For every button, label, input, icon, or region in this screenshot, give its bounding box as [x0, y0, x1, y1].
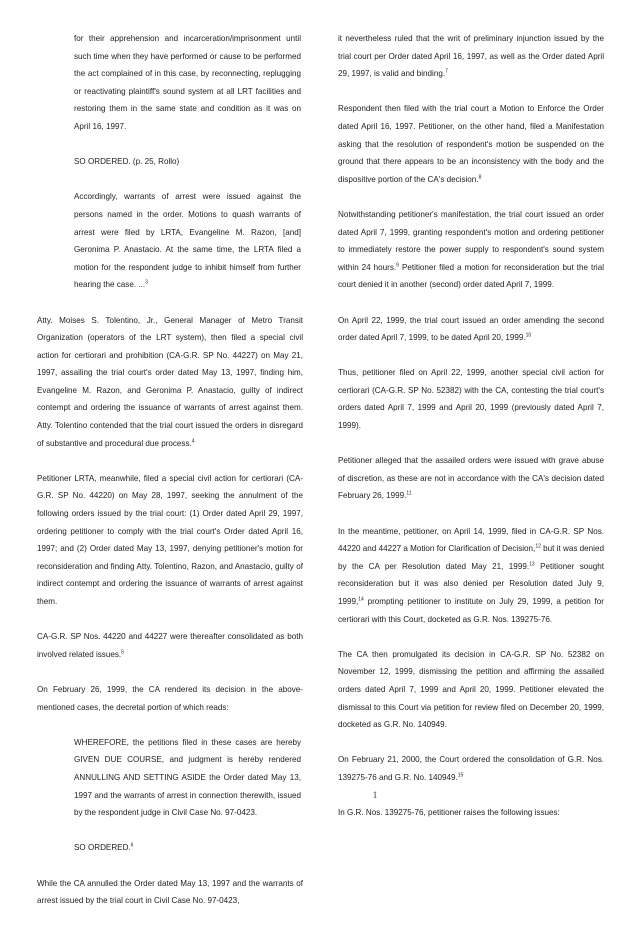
body-paragraph: On April 22, 1999, the trial court issued an order amending the second order dated April 7, 1999, to be dated April 20, 1999.10	[338, 315, 604, 343]
body-paragraph: Petitioner alleged that the assailed orders were issued with grave abuse of discretion, as these are not in accordance with the CA's decision dated February 26, 1999.11	[338, 456, 604, 501]
body-paragraph: In G.R. Nos. 139275-76, petitioner raises the following issues:	[338, 808, 560, 818]
body-paragraph: The CA then promulgated its decision in CA-G.R. SP No. 52382 on November 12, 1999, dismissing the petition and affirming the assailed orders dated April 7, 1999 and April 20, 1999. Petitioner elevated the dismissal to this Court via petition for review filed on December 20, 1999, docketed as G.R. No. 140949.	[338, 649, 604, 730]
body-paragraph: Atty. Moises S. Tolentino, Jr., General Manager of Metro Transit Organization (operators of the LRT system), then filed a special civil action for certiorari and prohibition (CA-G.R. SP No. 44227) on May 21, 1997, assailing the trial court's order dated May 13, 1997, finding him, Evangeline M. Razon, and Geronima P. Anastacio, guilty of indirect contempt and ordering the issuance of warrants of arrest against them. Atty. Tolentino contended that the trial court issued the orders in disregard of substantive and procedural due process.$^4$	[37, 315, 303, 448]
footnote-ref[interactable]: 9	[396, 262, 399, 269]
page-number: 1	[372, 790, 378, 800]
footnote-ref[interactable]: 15	[457, 772, 464, 779]
right-column	[338, 30, 604, 839]
left-column	[37, 30, 303, 927]
body-paragraph: Thus, petitioner filed on April 22, 1999, another special civil action for certiorari (CA-G.R. SP No. 52382) with the CA, contesting the trial court's orders dated April 7, 1999 and April 20, 1999 (previously dated April 7, 1999).	[338, 368, 604, 431]
quote-paragraph: Accordingly, warrants of arrest were issued against the persons named in the order. Motions to quash warrants of arrest were filed by LRTA, Evangeline M. Razon, [and] Geronima P. Anastacio. At the same time, the LRTA filed a motion for the respondent judge to inhibit himself from further hearing the case. ...$^3$	[74, 192, 301, 290]
quote-paragraph: SO ORDERED. (p. 25, Rollo)	[74, 157, 180, 167]
footnote-ref[interactable]: 3	[145, 279, 148, 286]
footnote-ref[interactable]: 12	[535, 543, 541, 550]
body-paragraph: it nevertheless ruled that the writ of preliminary injunction issued by the trial court per Order dated April 16, 1997, as well as the Order dated April 29, 1997, is valid and binding.$^7$	[338, 34, 604, 79]
footnote-ref[interactable]: 7	[445, 68, 448, 75]
quote-paragraph: for their apprehension and incarceration/imprisonment until such time when they have performed or cause to be performed the act complained of in this case, by reconnecting, replugging or reactivating plaintiff's sound system at all LRT facilities and restoring them in the same state and condition as it was on April 16, 1997.	[74, 34, 301, 131]
body-paragraph: On February 26, 1999, the CA rendered its decision in the above-mentioned cases, the decretal portion of which reads:	[37, 684, 303, 712]
footnote-ref[interactable]: 6	[130, 842, 134, 849]
footnote-ref[interactable]: 4	[191, 437, 195, 444]
footnote-ref[interactable]: 10	[525, 332, 532, 339]
quote-paragraph: WHEREFORE, the petitions filed in these cases are hereby GIVEN DUE COURSE, and judgment is hereby rendered ANNULLING AND SETTING ASIDE the Order dated May 13, 1997 and the warrants of arrest in connection therewith, issued by the respondent judge in Civil Case No. 97-0423.	[74, 737, 301, 818]
quote-paragraph: SO ORDERED.$^6$	[74, 842, 134, 853]
body-paragraph: Respondent then filed with the trial court a Motion to Enforce the Order dated April 16, 1997. Petitioner, on the other hand, filed a Manifestation asking that the resolution of respondent's motion be suspended on the ground that there appears to be an inconsistency with the body and the dispositive portion of the CA's decision.$^8$	[338, 104, 604, 184]
body-paragraph: Petitioner LRTA, meanwhile, filed a special civil action for certiorari (CA-G.R. SP No. 44220) on May 28, 1997, seeking the annulment of the following orders issued by the trial court: (1) Order dated April 29, 1997, ordering petitioner to comply with the trial court's Order dated April 16, 1997; and (2) Order dated May 13, 1997, denying petitioner's motion for reconsideration and finding Atty. Tolentino, Razon, and Anastacio, guilty of indirect contempt and ordering the issuance of warrants of arrest against them.	[37, 473, 303, 606]
footnote-ref[interactable]: 13	[529, 561, 535, 568]
body-paragraph: While the CA annulled the Order dated May 13, 1997 and the warrants of arrest issued by the trial court in Civil Case No. 97-0423,	[37, 878, 303, 906]
body-paragraph: In the meantime, petitioner, on April 14, 1999, filed in CA-G.R. SP Nos. 44220 and 44227 a Motion for Clarification of Decision,$^{12}$ but it was denied by the CA per Resolution dated May 21, 1999.13 Petitioner sought reconsideration but it was also denied per Resolution dated July 9, 1999,14 prompting petitioner to institute on July 29, 1999, a petition for certiorari with this Court, docketed as G.R. Nos. 139275-76.	[338, 526, 605, 624]
footnote-ref[interactable]: 8	[478, 174, 482, 181]
footnote-ref[interactable]: 11	[406, 490, 412, 497]
footnote-ref[interactable]: 5	[121, 649, 124, 656]
body-paragraph: Notwithstanding petitioner's manifestation, the trial court issued an order dated April 7, 1999, granting respondent's motion and ordering petitioner to immediately restore the power supply to respondent's sound system within 24 hours.$^9$ Petitioner filed a motion for reconsideration but the trial court denied it in another (second) order dated April 7, 1999.	[338, 209, 604, 290]
body-paragraph: CA-G.R. SP Nos. 44220 and 44227 were thereafter consolidated as both involved related issues.$^5$	[37, 632, 303, 659]
footnote-ref[interactable]: 14	[358, 596, 364, 603]
body-paragraph: On February 21, 2000, the Court ordered the consolidation of G.R. Nos. 139275-76 and G.R. No. 140949.15	[338, 755, 604, 782]
